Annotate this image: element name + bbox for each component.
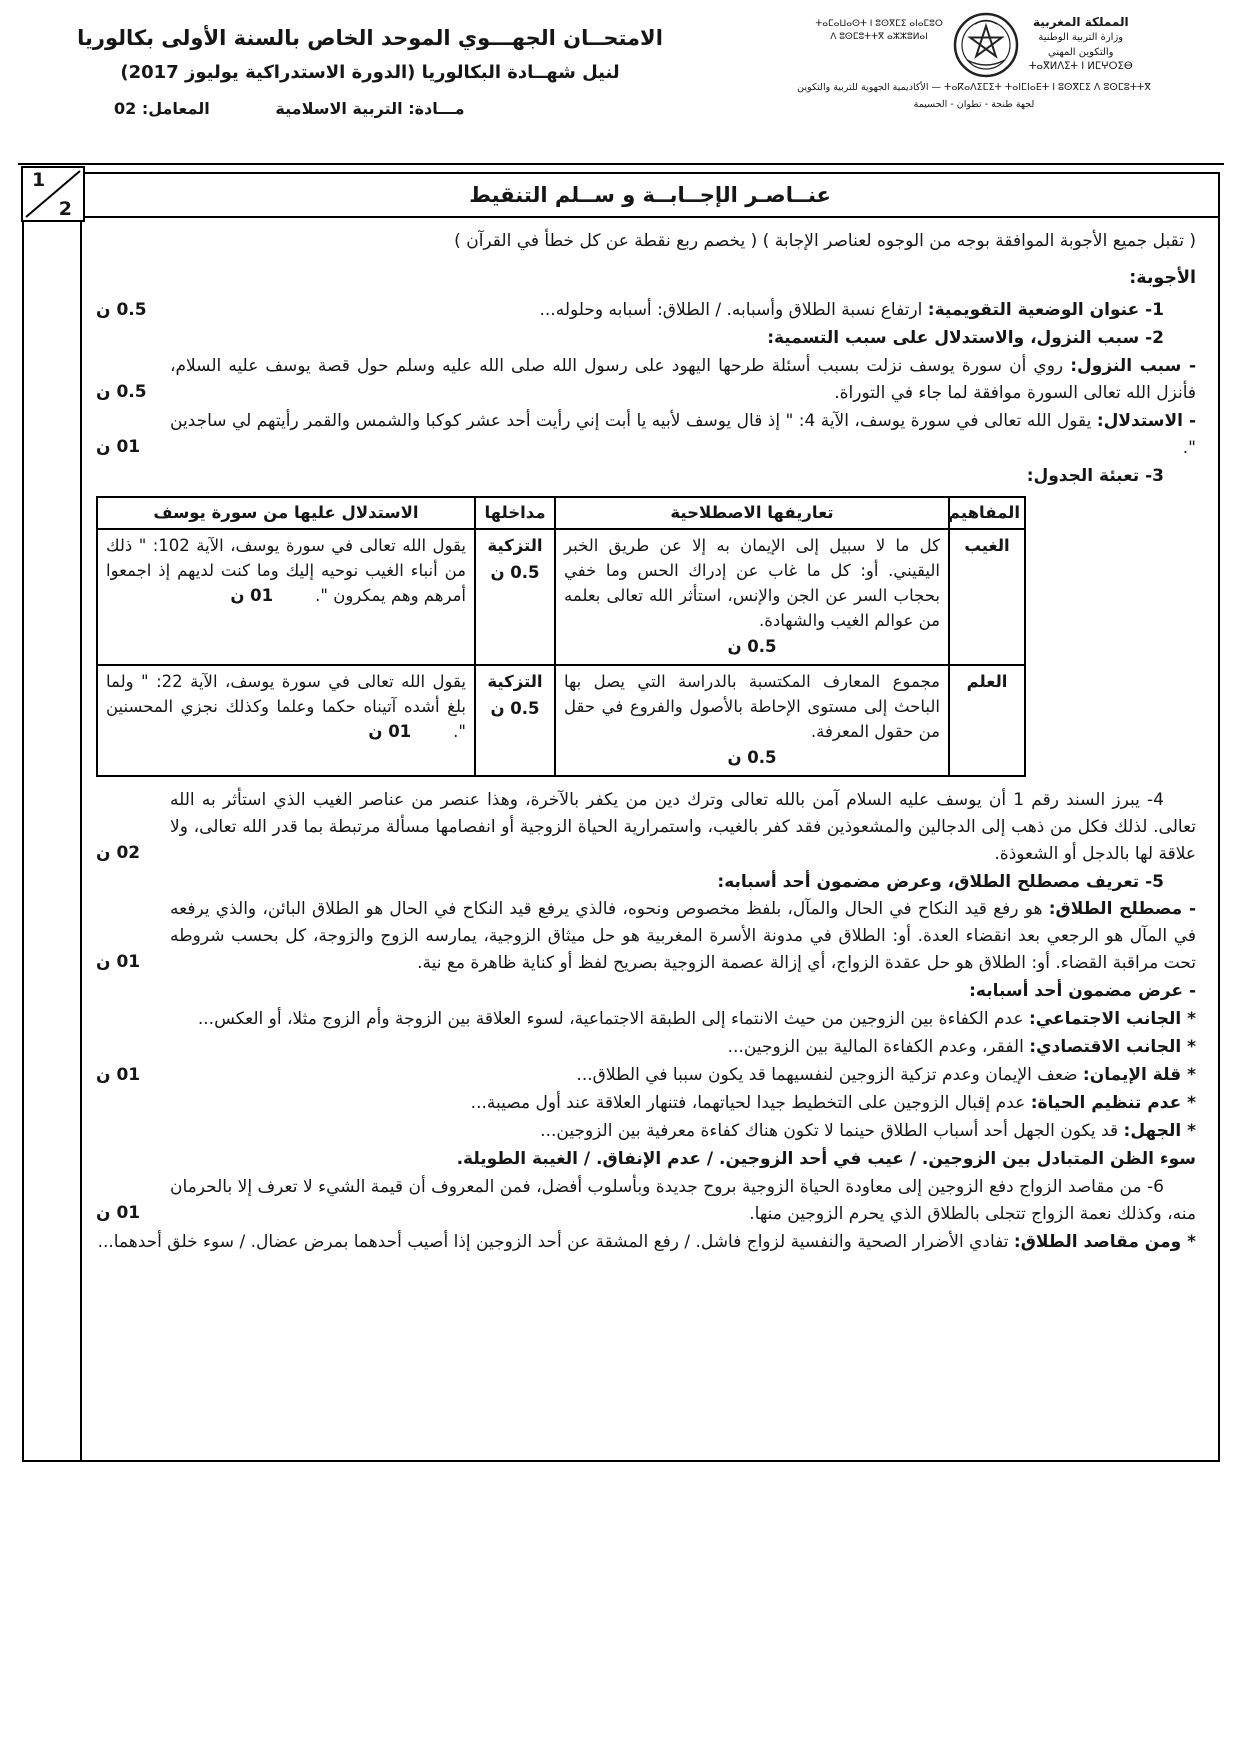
subject-label: مـــادة: التربية الاسلامية	[275, 99, 465, 118]
block-label: * الجانب الاجتماعي:	[1028, 1008, 1196, 1029]
block-text: 6- من مقاصد الزواج دفع الزوجين إلى معاودة الحياة الزوجية بروح جديدة وبأسلوب أفضل، فمن المعروف أن قيمة الشيء لا تعرف إلا بالحرمان منه، وكذلك نعمة الزواج تتجلى بالطلاق الذي يحرم الزوجين منها.	[170, 1177, 1196, 1224]
academy-line: ⵜⴰⴽⴰⴷⵉⵎⵉⵜ ⵜⴰⵏⵎⵏⴰⴹⵜ ⵏ ⵓⵙⴳⵎⵉ ⴷ ⵓⵙⵎⵓⵜⵜⴳ — الأكاديمية الجهوية للتربية والتكوين	[797, 82, 1151, 93]
block-text: يقول الله تعالى في سورة يوسف، الآية 4: " إذ قال يوسف لأبيه يا أبت إني رأيت أحد عشر كوكبا والشمس والقمر رأيتهم لي ساجدين ".	[170, 410, 1196, 458]
answer-block	[96, 787, 1196, 868]
answer-block	[96, 1174, 1196, 1228]
column-header-definitions: تعاريفها الاصطلاحية	[555, 497, 949, 530]
answer-block	[96, 1034, 1196, 1061]
score-badge: 0.5 ن	[490, 563, 540, 583]
answer-block	[96, 1090, 1196, 1117]
table-row	[97, 529, 1025, 665]
block-label: - عرض مضمون أحد أسبابه:	[969, 981, 1196, 1002]
answers-heading: الأجوبة:	[1129, 267, 1196, 288]
block-text: عدم إقبال الزوجين على التخطيط جيدا لحياتهما، فتنهار العلاقة عند أول مصيبة...	[470, 1093, 1026, 1114]
block-label: 5- تعريف مصطلح الطلاق، وعرض مضمون أحد أسبابه:	[717, 871, 1164, 892]
score-badge: 0.5 ن	[727, 748, 777, 768]
block-label: * ومن مقاصد الطلاق:	[1013, 1231, 1196, 1252]
answer-block	[96, 1118, 1196, 1145]
answer-sheet-title: عنــاصـر الإجــابــة و ســلم التنقيط	[82, 174, 1218, 218]
entry-cell	[475, 665, 555, 776]
block-text: ارتفاع نسبة الطلاق وأسبابه. / الطلاق: أسبابه وحلوله...	[539, 299, 923, 320]
block-label: - سبب النزول:	[1070, 356, 1196, 377]
score-badge: 0.5 ن	[96, 299, 147, 320]
ministry-arabic-lines	[1029, 12, 1133, 75]
page-number-current: 1	[32, 169, 46, 191]
subject-row	[26, 99, 714, 123]
answer-block	[96, 1062, 1196, 1090]
concept-cell: العلم	[949, 665, 1025, 776]
block-label: 1- عنوان الوضعية التقويمية:	[927, 299, 1164, 320]
block-label: 2- سبب النزول، والاستدلال على سبب التسمية:	[767, 328, 1164, 349]
block-label: * الجهل:	[1123, 1121, 1196, 1142]
coat-of-arms-icon	[953, 12, 1019, 78]
answer-block	[96, 325, 1196, 352]
answer-block	[96, 408, 1196, 462]
block-text: الفقر، وعدم الكفاءة المالية بين الزوجين...	[727, 1036, 1024, 1057]
answer-block	[96, 896, 1196, 977]
block-text: روي أن سورة يوسف نزلت بسبب أسئلة طرحها اليهود على رسول الله صلى الله عليه وسلم حول قصة يوسف عليه السلام، فأنزل الله تعالى السورة موافقة لما جاء في التوراة.	[170, 356, 1196, 404]
entry-text: التزكية	[487, 672, 543, 692]
exam-title-line1: الامتحــان الجهـــوي الموحد الخاص بالسنة الأولى بكالوريا	[77, 26, 663, 50]
answer-block	[96, 297, 1196, 325]
answer-block	[96, 353, 1196, 407]
letterhead-top-row	[724, 12, 1224, 78]
score-badge: 0.5 ن	[490, 698, 540, 718]
block-text: قد يكون الجهل أحد أسباب الطلاق حينما لا تكون هناك كفاءة معرفية بين الزوجين...	[540, 1121, 1119, 1142]
answer-block	[96, 1006, 1196, 1033]
ministry-name-line1: وزارة التربية الوطنية	[1038, 32, 1124, 44]
score-badge: 01 ن	[96, 436, 141, 457]
definition-cell	[555, 665, 949, 776]
entry-cell	[475, 529, 555, 665]
block-label: * قلة الإيمان:	[1082, 1064, 1196, 1085]
margin-score-rail	[24, 174, 82, 1460]
answer-frame	[22, 169, 1220, 1462]
score-badge: 0.5 ن	[727, 637, 777, 657]
block-label: - الاستدلال:	[1096, 410, 1196, 431]
ministry-tifinagh-lines	[815, 12, 943, 44]
tifinagh-line: ⴷ ⵓⵙⵎⵓⵜⵜⴳ ⴰⵣⵣⵓⵍⴰⵏ	[830, 32, 928, 43]
block-label: * عدم تنظيم الحياة:	[1030, 1093, 1196, 1114]
answer-block	[96, 869, 1196, 896]
answer-block	[96, 1229, 1196, 1256]
block-label: - مصطلح الطلاق:	[1048, 899, 1196, 920]
block-text: 4- يبرز السند رقم 1 أن يوسف عليه السلام آمن بالله تعالى وترك دين من يكفر بالآخرة، وهذا عنصر من عناصر الغيب الذي استأثر به الله تعالى. لذلك فكل من ذهب إلى الدجالين والمشعوذين فقد كفر بالغيب، واستمرارية الحياة الزوجية أو انفصامها مسألة مرتبطة بما قدر الله تعالى، ولا علاقة لها بالدجل أو الشعوذة.	[170, 790, 1196, 864]
block-text: هو رفع قيد النكاح في الحال والمآل، بلفظ مخصوص ونحوه، فالذي يرفع قيد النكاح في الحال هو الطلاق البائن، والذي يرفعه في المآل هو الرجعي بعد انقضاء العدة. أو: الطلاق في مدونة الأسرة المغربية هو حل ميثاق الزوجية، يمارسه الزوج والزوجة، كل بحسب شروطه تحت مراقبة القضاء. أو: الطلاق هو حل عقدة الزواج، أي إزالة عصمة الزوجية بصريح لفظ أو كناية ظاهرة مع نية.	[170, 899, 1196, 974]
kingdom-name: المملكة المغربية	[1032, 15, 1129, 29]
column-header-entries: مداخلها	[475, 497, 555, 530]
score-badge: 0.5 ن	[96, 382, 147, 403]
page-header	[0, 0, 1240, 123]
score-badge: 01 ن	[230, 585, 274, 605]
block-text: عدم الكفاءة بين الزوجين من حيث الانتماء إلى الطبقة الاجتماعية، لسوء العلاقة بين الزوجة وأم الزوج مثلا، أو العكس...	[197, 1008, 1024, 1029]
page-number-box	[21, 166, 85, 222]
answer-block	[96, 1146, 1196, 1173]
block-text: سوء الظن المتبادل بين الزوجين. / عيب في أحد الزوجين. / عدم الإنفاق. / الغيبة الطويلة.	[456, 1149, 1196, 1170]
score-badge: 01 ن	[368, 721, 412, 741]
answer-block	[96, 463, 1196, 490]
kingdom-name-tifinagh: ⵜⴰⴳⵍⴷⵉⵜ ⵏ ⵍⵎⵖⵔⵉⴱ	[1028, 61, 1133, 73]
answer-sheet-body	[82, 220, 1218, 1460]
answer-block	[96, 978, 1196, 1005]
evidence-text: يقول الله تعالى في سورة يوسف، الآية 22: " ولما بلغ أشده آتيناه حكما وعلما وكذلك نجزي المحسنين ".	[106, 672, 466, 741]
score-badge: 02 ن	[96, 842, 141, 863]
table-row	[97, 665, 1025, 776]
evidence-cell	[97, 665, 475, 776]
definition-cell	[555, 529, 949, 665]
concept-cell: الغيب	[949, 529, 1025, 665]
score-badge: 01 ن	[96, 1202, 141, 1223]
block-label: * الجانب الاقتصادي:	[1029, 1036, 1196, 1057]
table-header-row	[97, 497, 1025, 530]
exam-title-block	[16, 12, 724, 123]
column-header-evidence: الاستدلال عليها من سورة يوسف	[97, 497, 475, 530]
tifinagh-line: ⵜⴰⵎⴰⵡⴰⵙⵜ ⵏ ⵓⵙⴳⵎⵉ ⴰⵏⴰⵎⵓⵔ	[815, 19, 943, 29]
block-text: ضعف الإيمان وعدم تزكية الزوجين لنفسيهما قد يكون سببا في الطلاق...	[576, 1064, 1078, 1085]
concepts-table	[96, 496, 1026, 778]
ministry-name-line2: والتكوين المهني	[1048, 46, 1114, 58]
block-label: 3- تعبئة الجدول:	[1026, 465, 1164, 486]
entry-text: التزكية	[487, 536, 543, 556]
coefficient-label: المعامل: 02	[114, 99, 210, 118]
definition-text: مجموع المعارف المكتسبة بالدراسة التي يصل بها الباحث إلى مستوى الإحاطة بالأصول والفروع في حقل من حقول المعرفة.	[564, 672, 940, 741]
ministry-letterhead	[724, 12, 1224, 123]
header-divider	[18, 163, 1224, 165]
block-text: تفادي الأضرار الصحية والنفسية لزواج فاشل. / رفع المشقة عن أحد الزوجين إذا أصيب أحدهما بمرض عضال. / سوء خلق أحدهما...	[97, 1231, 1009, 1252]
score-badge: 01 ن	[96, 952, 141, 973]
exam-title-line2: لنيل شهــادة البكالوريا (الدورة الاستدراكية يوليوز 2017)	[120, 62, 620, 83]
evidence-text: يقول الله تعالى في سورة يوسف، الآية 102: " ذلك من أنباء الغيب نوحيه إليك وما كنت لديهم إذ اجمعوا أمرهم وهم يمكرون ".	[106, 536, 467, 605]
evidence-cell	[97, 529, 475, 665]
score-badge: 01 ن	[96, 1064, 141, 1085]
definition-text: كل ما لا سبيل إلى الإيمان به إلا عن طريق الخبر اليقيني. أو: كل ما غاب عن إدراك الحس وما خفي بحجاب السر عن الجن والإنس، استأثر الله تعالى بعلمه من عوالم الغيب والشهادة.	[564, 536, 940, 630]
academy-region-line: لجهة طنجة - تطوان - الحسيمة	[913, 98, 1035, 110]
column-header-concepts: المفاهيم	[949, 497, 1025, 530]
grading-note: ( تقبل جميع الأجوبة الموافقة بوجه من الوجوه لعناصر الإجابة ) ( يخصم ربع نقطة عن كل خطأ في القرآن )	[454, 231, 1196, 251]
page-number-total: 2	[58, 198, 72, 220]
